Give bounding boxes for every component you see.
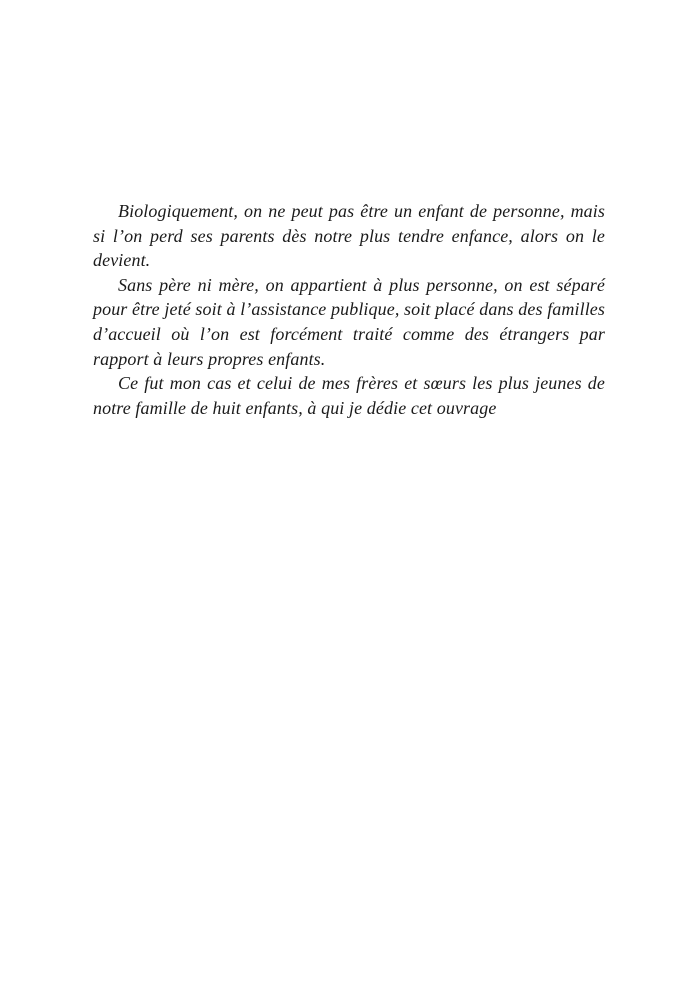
text-line: si l’on perd ses parents dès notre plus tendre enfance, alors on le	[93, 225, 605, 246]
text-line: d’accueil où l’on est forcément traité comme des étrangers par	[93, 323, 605, 344]
paragraph	[93, 199, 605, 273]
paragraph	[93, 371, 605, 420]
text-line: notre famille de huit enfants, à qui je dédie cet ouvrage	[93, 397, 497, 418]
text-line: Sans père ni mère, on appartient à plus personne, on est séparé	[118, 274, 605, 295]
text-line: rapport à leurs propres enfants.	[93, 348, 326, 369]
text-line: Ce fut mon cas et celui de mes frères et sœurs les plus jeunes de	[118, 373, 605, 394]
text-line: Biologiquement, on ne peut pas être un enfant de personne, mais	[118, 201, 605, 221]
body-text	[93, 199, 605, 420]
paragraph	[93, 273, 605, 371]
text-line: devient.	[93, 250, 151, 271]
text-line: pour être jeté soit à l’assistance publique, soit placé dans des familles	[93, 299, 605, 320]
